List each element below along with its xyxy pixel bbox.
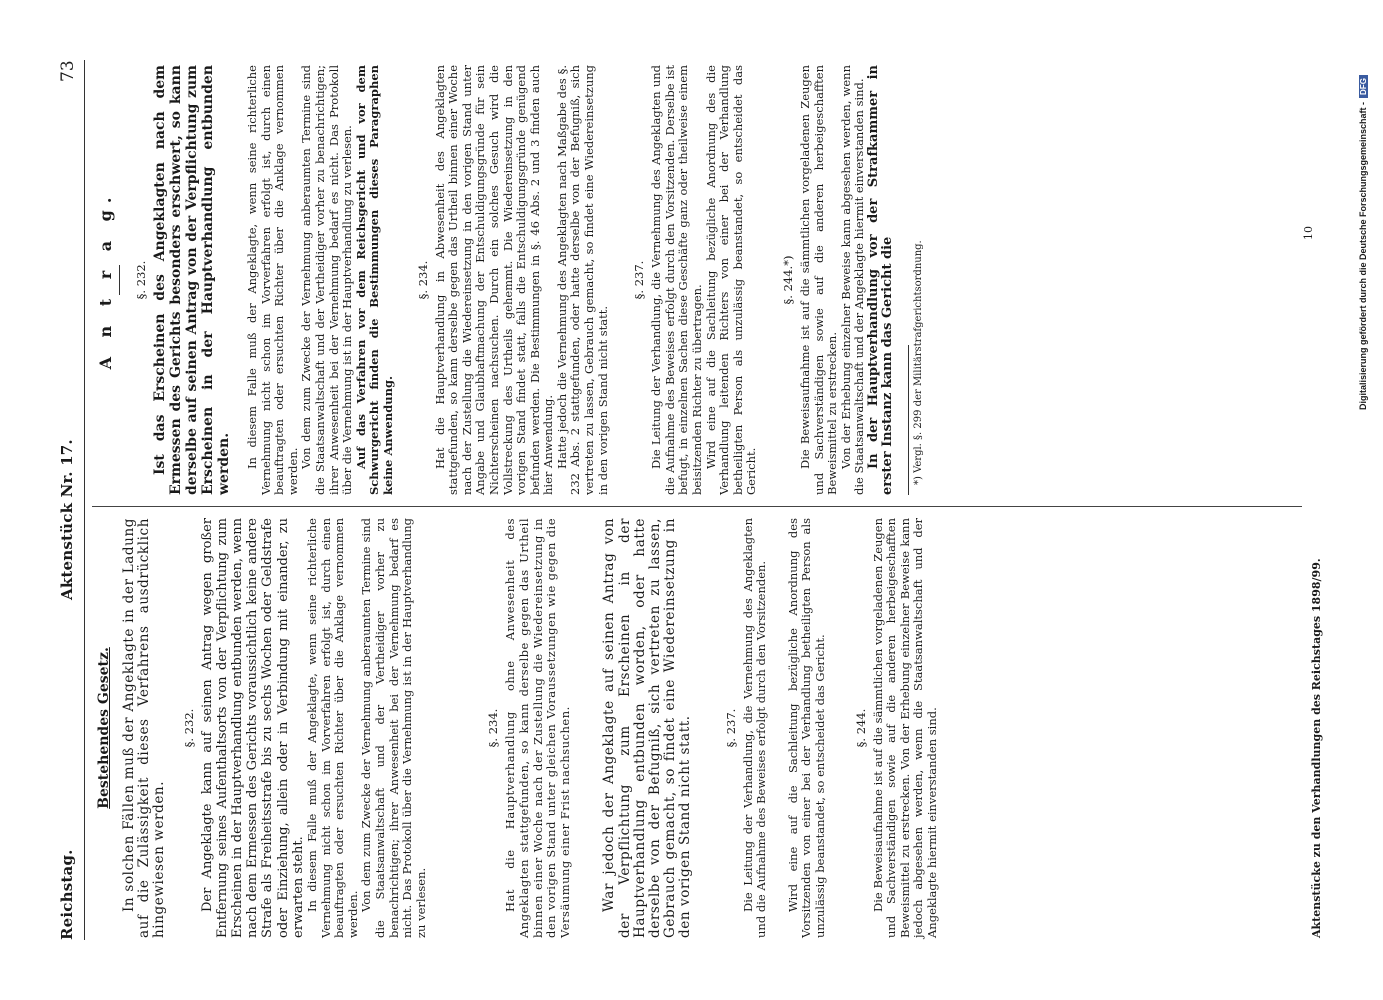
left-intro: In solchen Fällen muß der Angeklagte in der Ladung auf die Zulässigkeit dieses Verfahrens ausdrücklich hingewiesen werden. <box>121 518 168 938</box>
footnote-rule <box>908 345 909 495</box>
right-s244-p2: Von der Erhebung einzelner Beweise kann abgesehen werden, wenn die Staatsanwaltschaft und der Angeklagte hiermit einverstanden sind. <box>838 65 867 495</box>
left-s234-p2: War jedoch der Angeklagte auf seinen Antrag von der Verpflichtung zum Erscheinen in der Hauptverhandlung entbunden worden, oder hatte derselbe von der Befugniß, sich vertreten zu lassen, Gebrauch gemacht, so findet eine Wiedereinsetzung in den vorigen Stand nicht statt. <box>601 518 694 938</box>
left-s232-p1: Der Angeklagte kann auf seinen Antrag wegen großer Entfernung seines Aufenthaltsorts von der Verpflichtung zum Erscheinen in der Hauptverhandlung entbunden werden, wenn nach dem Ermessen des Gerichts voraussichtlich keine andere Strafe als Freiheitsstrafe bis zu sechs Wochen oder Geldstrafe oder Einziehung, allein oder in Verbindung mit einander, zu erwarten steht. <box>199 518 306 938</box>
left-s244-p1: Die Beweisaufnahme ist auf die sämmtlichen vorgeladenen Zeugen und Sachverständigen sowie auf die anderen herbeigeschafften Beweismittel zu erstrecken. Von der Erhebung einzelner Beweise kann jedoch abgesehen werden, wenn die Staatsanwaltschaft und der Angeklagte hiermit einverstanden sind. <box>870 518 939 938</box>
page-number: 73 <box>58 60 78 82</box>
left-s234-heading: §. 234. <box>486 708 501 748</box>
right-s232-p4: Auf das Verfahren vor dem Reichsgericht und vor dem Schwurgericht finden die Bestimmungen dieses Paragraphen keine Anwendung. <box>353 65 395 495</box>
left-s232-heading: §. 232. <box>181 708 196 748</box>
left-s234-p1: Hat die Hauptverhandlung ohne Anwesenheit des Angeklagten stattgefunden, so kann derselbe gegen das Urtheil binnen einer Woche nach der Zustellung die Wiedereinsetzung in den vorigen Stand unter gleichen Voraussetzungen wie gegen die Versäumung einer Frist nachsuchen. <box>503 518 572 938</box>
dfg-logo: DFG <box>1359 75 1368 98</box>
column-divider <box>92 506 1302 507</box>
right-s234-heading: §. 234. <box>415 260 430 300</box>
signature-mark: 10 <box>1302 226 1315 240</box>
left-column <box>96 518 940 938</box>
header-rule <box>84 60 85 940</box>
right-s244-heading: §. 244.*) <box>781 255 795 305</box>
right-s234-p1: Hat die Hauptverhandlung in Abwesenheit des Angeklagten stattgefunden, so kann derselbe gegen das Urtheil binnen einer Woche nach der Zustellung die Wiedereinsetzung in den vorigen Stand unter Angabe und Glaubhaftmachung der Entschuldigungsgründe für sein Nichterscheinen nachsuchen. Durch ein solches Gesuch wird die Vollstreckung des Urtheils gehemmt. Die Wiedereinsetzung in den vorigen Stand findet statt, falls die Entschuldigungsgründe genügend befunden werden. Die Bestimmungen in §. 46 Abs. 2 und 3 finden auch hier Anwendung. <box>432 65 556 495</box>
right-s244-p3: In der Hauptverhandlung vor der Strafkammer in erster Instanz kann das Gericht die <box>865 65 895 495</box>
left-s237-heading: §. 237. <box>723 708 738 748</box>
left-s237-p1: Die Leitung der Verhandlung, die Vernehmung des Angeklagten und die Aufnahme des Beweises erfolgt durch den Vorsitzenden. <box>740 518 769 938</box>
digitization-note <box>1358 75 1368 410</box>
left-s232-p3: Von dem zum Zwecke der Vernehmung anberaumten Termine sind die Staatsanwaltschaft und der Vertheidiger vorher zu benachrichtigen; ihrer Anwesenheit bei der Vernehmung bedarf es nicht. Das Protokoll über die Vernehmung ist in der Hauptverhandlung zu verlesen. <box>359 518 428 938</box>
right-s237-heading: §. 237. <box>632 260 647 300</box>
right-s232-p1: Ist das Erscheinen des Angeklagten nach dem Ermessen des Gerichts besonders erschwert, so kann derselbe auf seinen Antrag von der Verpflichtung zum Erscheinen in der Hauptverhandlung entbunden werden. <box>152 65 232 495</box>
header-left: Reichstag. <box>58 849 76 940</box>
right-s232-heading: §. 232. <box>134 260 148 300</box>
digitization-note-text: Digitalisierung gefördert durch die Deutsche Forschungsgemeinschaft - <box>1358 101 1368 410</box>
header-center: Aktenstück Nr. 17. <box>58 439 76 600</box>
right-s234-p2: Hatte jedoch die Vernehmung des Angeklagten nach Maßgabe des §. 232 Abs. 2 stattgefunden, oder hatte derselbe von der Befugniß, sich vertreten zu lassen, Gebrauch gemacht, so findet eine Wiedereinsetzung in den vorigen Stand nicht statt. <box>554 65 610 495</box>
right-column <box>96 65 924 495</box>
footnote: *) Vergl. §. 299 der Militärstrafgerichtsordnung. <box>913 240 925 485</box>
right-s232-p2: In diesem Falle muß der Angeklagte, wenn seine richterliche Vernehmung nicht schon im Vorverfahren erfolgt ist, durch einen beauftragten oder ersuchten Richter über die Anklage vernommen werden. <box>245 65 300 495</box>
footer-left: Aktenstücke zu den Verhandlungen des Reichstages 1898/99. <box>1310 558 1323 938</box>
left-s244-heading: §. 244. <box>853 708 868 748</box>
left-column-title: Bestehendes Gesetz. <box>96 647 112 809</box>
right-column-title: A n t r a g. <box>96 190 115 370</box>
title-rule <box>119 265 120 295</box>
right-s237-p1: Die Leitung der Verhandlung, die Vernehmung des Angeklagten und die Aufnahme des Beweises erfolgt durch den Vorsitzenden. Derselbe ist befugt, in einzelnen Sachen diese Geschäfte ganz oder theilweise einem beisitzenden Richter zu übertragen. <box>649 65 705 495</box>
right-s237-p2: Wird eine auf die Sachleitung bezügliche Anordnung des die Verhandlung leitenden Richters von einer bei der Verhandlung betheiligten Person als unzulässig beanstandet, so entscheidet das Gericht. <box>703 65 759 495</box>
left-s232-p2: In diesem Falle muß der Angeklagte, wenn seine richterliche Vernehmung nicht schon im Vorverfahren erfolgt ist, durch einen beauftragten oder ersuchten Richter über die Anklage vernommen werden. <box>305 518 360 938</box>
right-s232-p3: Von dem zum Zwecke der Vernehmung anberaumten Termine sind die Staatsanwaltschaft und der Vertheidiger vorher zu benachrichtigen; ihrer Anwesenheit bei der Vernehmung bedarf es nicht. Das Protokoll über die Vernehmung ist in der Hauptverhandlung zu verlesen. <box>299 65 355 495</box>
left-s237-p2: Wird eine auf die Sachleitung bezügliche Anordnung des Vorsitzenden von einer bei der Verhandlung betheiligten Person als unzulässig beanstandet, so entscheidet das Gericht. <box>785 518 827 938</box>
right-s244-p1: Die Beweisaufnahme ist auf die sämmtlichen vorgeladenen Zeugen und Sachverständigen sowie auf die anderen herbeigeschafften Beweismittel zu erstrecken. <box>798 65 840 495</box>
